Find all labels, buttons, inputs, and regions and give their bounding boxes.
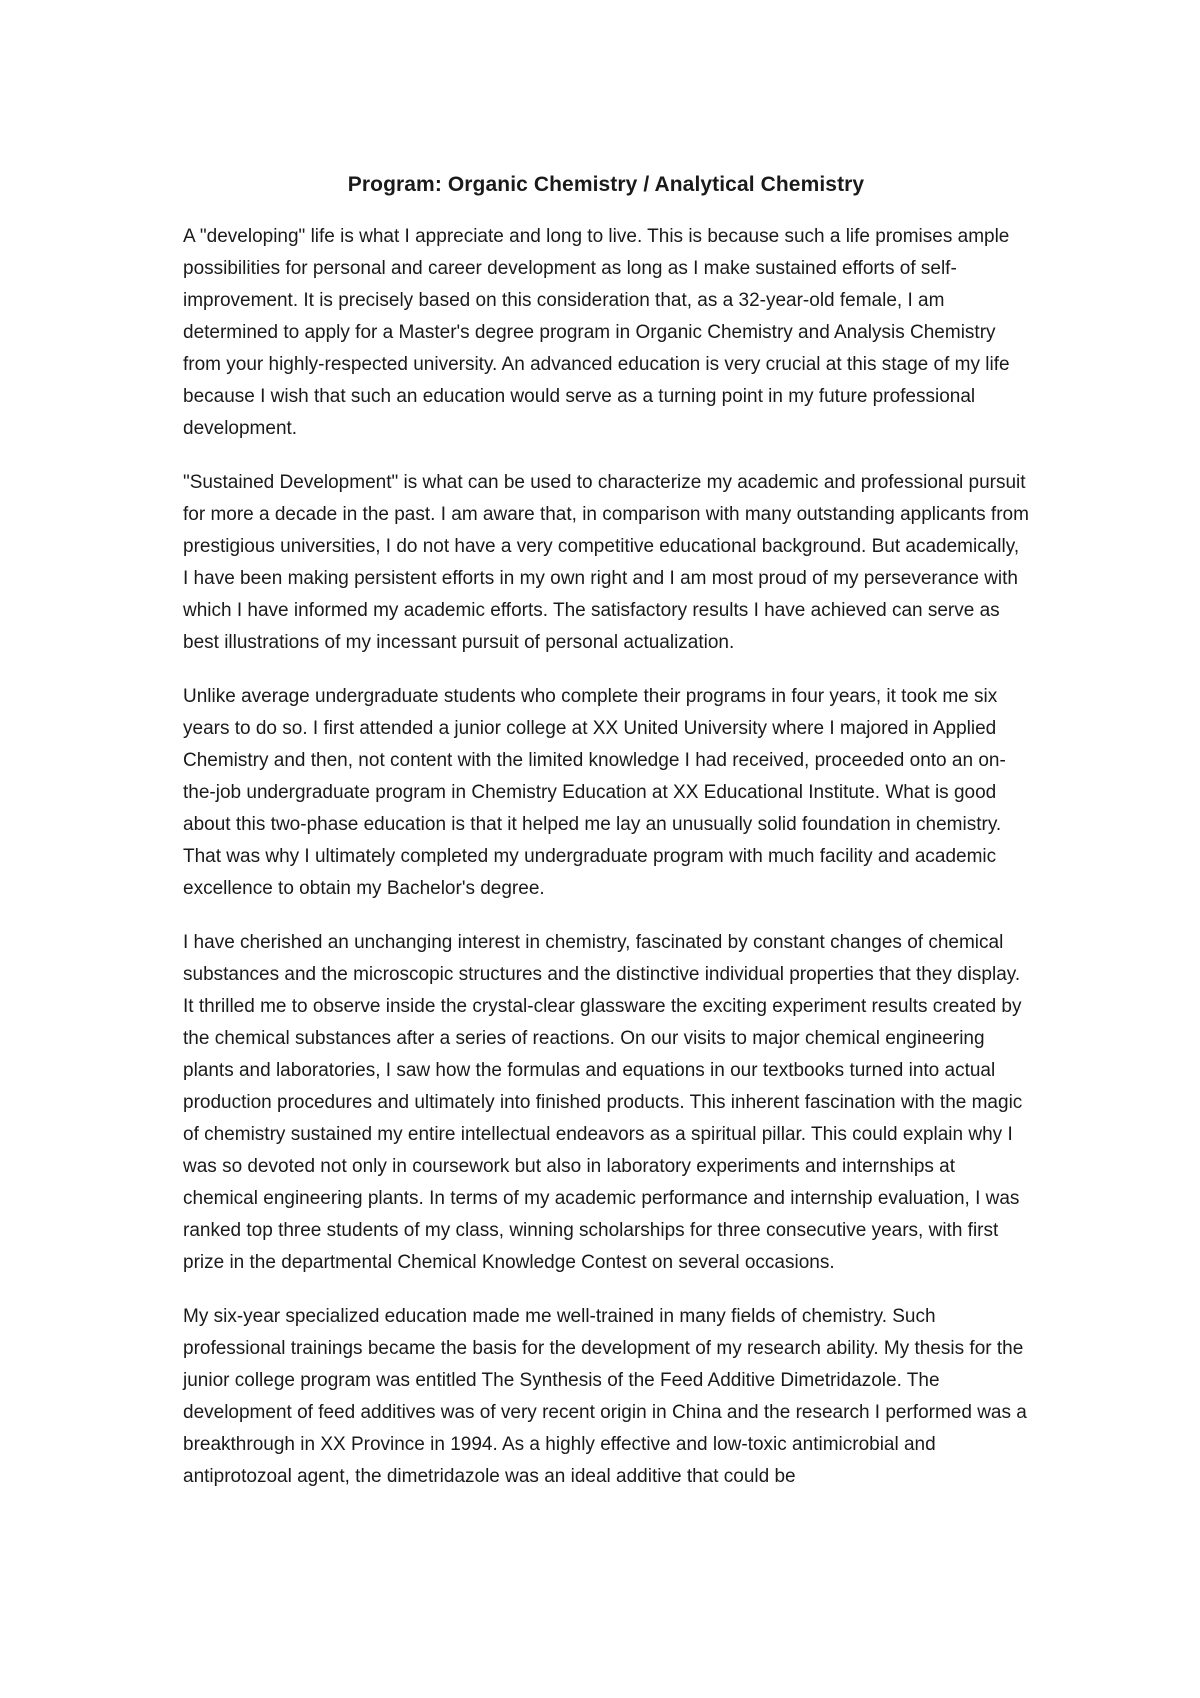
- document-body: [183, 168, 1029, 1515]
- paragraph-interest-in-chemistry: I have cherished an unchanging interest in chemistry, fascinated by constant changes of chemical substances and the microscopic structures and the distinctive individual properties that they display. It thrilled me to observe inside the crystal-clear glassware the exciting experiment results created by the chemical substances after a series of reactions. On our visits to major chemical engineering plants and laboratories, I saw how the formulas and equations in our textbooks turned into actual production procedures and ultimately into finished products. This inherent fascination with the magic of chemistry sustained my entire intellectual endeavors as a spiritual pillar. This could explain why I was so devoted not only in coursework but also in laboratory experiments and internships at chemical engineering plants. In terms of my academic performance and internship evaluation, I was ranked top three students of my class, winning scholarships for three consecutive years, with first prize in the departmental Chemical Knowledge Contest on several occasions.: [183, 932, 1023, 1273]
- paragraph-research: My six-year specialized education made me well-trained in many fields of chemistry. Such professional trainings became the basis for the development of my research ability. My thesis for the junior college program was entitled The Synthesis of the Feed Additive Dimetridazole. The development of feed additives was of very recent origin in China and the research I performed was a breakthrough in XX Province in 1994. As a highly effective and low-toxic antimicrobial and antiprotozoal agent, the dimetridazole was an ideal additive that could be: [183, 1306, 1027, 1487]
- paragraph-intro: A "developing" life is what I appreciate and long to live. This is because such a life promises ample possibilities for personal and career development as long as I make sustained efforts of self-improvement. It is precisely based on this consideration that, as a 32-year-old female, I am determined to apply for a Master's degree program in Organic Chemistry and Analysis Chemistry from your highly-respected university. An advanced education is very crucial at this stage of my life because I wish that such an education would serve as a turning point in my future professional development.: [183, 226, 1010, 439]
- paragraph-sustained-development: "Sustained Development" is what can be used to characterize my academic and professional pursuit for more a decade in the past. I am aware that, in comparison with many outstanding applicants from prestigious universities, I do not have a very competitive educational background. But academically, I have been making persistent efforts in my own right and I am most proud of my perseverance with which I have informed my academic efforts. The satisfactory results I have achieved can serve as best illustrations of my incessant pursuit of personal actualization.: [183, 472, 1029, 653]
- paragraph-education: Unlike average undergraduate students who complete their programs in four years, it took me six years to do so. I first attended a junior college at XX United University where I majored in Applied Chemistry and then, not content with the limited knowledge I had received, proceeded onto an on-the-job undergraduate program in Chemistry Education at XX Educational Institute. What is good about this two-phase education is that it helped me lay an unusually solid foundation in chemistry. That was why I ultimately completed my undergraduate program with much facility and academic excellence to obtain my Bachelor's degree.: [183, 686, 1006, 899]
- document-title: Program: Organic Chemistry / Analytical Chemistry: [347, 173, 865, 196]
